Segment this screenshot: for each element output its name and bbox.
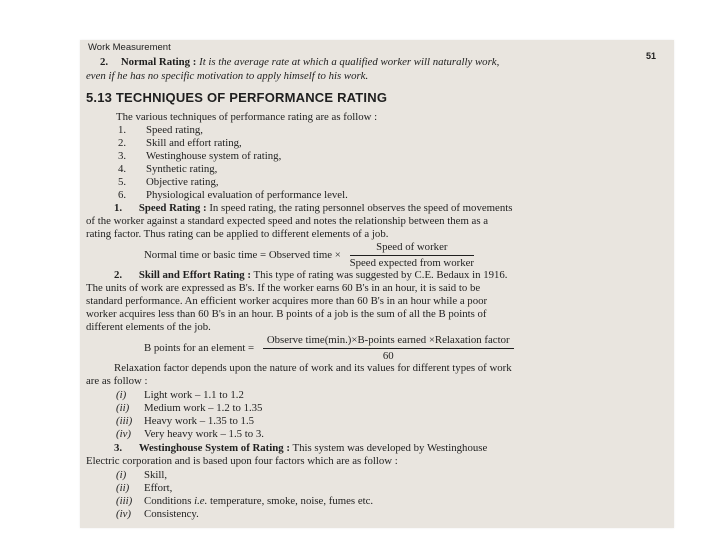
factor-label: Effort, <box>144 482 173 494</box>
relaxation-item-text: Very heavy work – 1.5 to 3. <box>144 428 264 440</box>
westinghouse-factor-item-number: (iv) <box>116 508 131 520</box>
relaxation-item-number: (ii) <box>116 402 130 414</box>
relaxation-item-text: Light work – 1.1 to 1.2 <box>144 389 244 401</box>
westinghouse-line-1 <box>114 442 487 455</box>
normal-rating-text-1: It is the average rate at which a qualified worker will naturally work, <box>199 56 500 68</box>
technique-item-text: Objective rating, <box>146 176 219 188</box>
technique-item-text: Skill and effort rating, <box>146 137 242 149</box>
westinghouse-factor-item-number: (ii) <box>116 482 130 494</box>
technique-item-text: Westinghouse system of rating, <box>146 150 282 162</box>
technique-item-number: 5. <box>118 176 127 188</box>
relaxation-item-number: (iii) <box>116 415 133 427</box>
westinghouse-factor-item-text <box>144 469 167 482</box>
technique-item-number: 4. <box>118 163 127 175</box>
formula-b-points-lhs: B points for an element = <box>144 341 255 354</box>
relaxation-text-2: are as follow : <box>86 375 148 387</box>
techniques-intro: The various techniques of performance rating are as follow : <box>116 111 378 123</box>
westinghouse-text-1: This system was developed by Westinghouse <box>292 442 488 454</box>
normal-rating-number: 2. <box>100 56 109 68</box>
skill-rating-text-1: This type of rating was suggested by C.E. Bedaux in 1916. <box>253 269 508 281</box>
skill-rating-text-5: different elements of the job. <box>86 321 211 333</box>
speed-rating-text-3: rating factor. Thus rating can be applied to different elements of a job. <box>86 228 389 240</box>
speed-rating-term: Speed Rating : <box>138 202 207 214</box>
factor-label: Skill, <box>144 469 168 481</box>
formula-normal-time-numerator: Speed of worker <box>350 241 474 256</box>
factor-ie: i.e. <box>194 495 208 507</box>
running-header: Work Measurement <box>88 42 171 53</box>
formula-b-points-denominator: 60 <box>382 349 394 362</box>
normal-rating-text-2: even if he has no specific motivation to apply himself to his work. <box>86 70 369 82</box>
section-title: 5.13 TECHNIQUES OF PERFORMANCE RATING <box>86 90 388 105</box>
formula-b-points-fraction <box>263 334 514 362</box>
skill-rating-text-3: standard performance. An efficient worker acquires more than 60 B's in an hour while a poor <box>86 295 488 307</box>
normal-rating-term: Normal Rating : <box>120 56 197 68</box>
formula-normal-time <box>144 241 474 269</box>
westinghouse-factor-item-text <box>144 508 199 521</box>
technique-item-number: 6. <box>118 189 127 201</box>
technique-item-number: 3. <box>118 150 127 162</box>
speed-rating-text-1: In speed rating, the rating personnel observes the speed of movements <box>209 202 513 214</box>
skill-rating-text-4: worker acquires less than 60 B's in an hour. B points of a job is the sum of all the B points of <box>86 308 487 320</box>
relaxation-item-text: Heavy work – 1.35 to 1.5 <box>144 415 255 427</box>
skill-rating-term: Skill and Effort Rating : <box>138 269 251 281</box>
technique-item-text: Speed rating, <box>146 124 203 136</box>
westinghouse-number: 3. <box>114 442 123 454</box>
relaxation-item-number: (iv) <box>116 428 131 440</box>
relaxation-item-number: (i) <box>116 389 127 401</box>
speed-rating-text-2: of the worker against a standard expected speed and notes the relationship between them as a <box>86 215 489 227</box>
westinghouse-factor-item-text <box>144 482 172 495</box>
speed-rating-line-1 <box>114 202 512 215</box>
westinghouse-factor-item-number: (i) <box>116 469 127 481</box>
technique-item-number: 2. <box>118 137 127 149</box>
westinghouse-factor-item-text <box>144 495 373 508</box>
factor-label: Conditions <box>144 495 192 507</box>
scanned-page <box>80 40 674 528</box>
formula-b-points-numerator: Observe time(min.)×B-points earned ×Relaxation factor <box>263 334 514 349</box>
relaxation-item-text: Medium work – 1.2 to 1.35 <box>144 402 263 414</box>
skill-rating-text-2: The units of work are expressed as B's. If the worker earns 60 B's in an hour, it is said to be <box>86 282 481 294</box>
formula-normal-time-fraction <box>350 241 474 269</box>
normal-rating-line-1 <box>100 56 499 69</box>
westinghouse-factor-item-number: (iii) <box>116 495 133 507</box>
formula-normal-time-denominator: Speed expected from worker <box>349 256 474 269</box>
factor-label: Consistency. <box>144 508 199 520</box>
speed-rating-number: 1. <box>114 202 123 214</box>
westinghouse-text-2: Electric corporation and is based upon four factors which are as follow : <box>86 455 398 467</box>
technique-item-number: 1. <box>118 124 127 136</box>
technique-item-text: Physiological evaluation of performance level. <box>146 189 348 201</box>
formula-normal-time-lhs: Normal time or basic time = Observed time × <box>144 248 341 261</box>
factor-detail: temperature, smoke, noise, fumes etc. <box>210 495 374 507</box>
skill-rating-number: 2. <box>114 269 123 281</box>
skill-rating-line-1 <box>114 269 508 282</box>
relaxation-text-1: Relaxation factor depends upon the nature of work and its values for different types of work <box>114 362 512 374</box>
technique-item-text: Synthetic rating, <box>146 163 218 175</box>
formula-b-points <box>144 334 514 362</box>
page-number: 51 <box>645 51 656 61</box>
westinghouse-term: Westinghouse System of Rating : <box>138 442 290 454</box>
